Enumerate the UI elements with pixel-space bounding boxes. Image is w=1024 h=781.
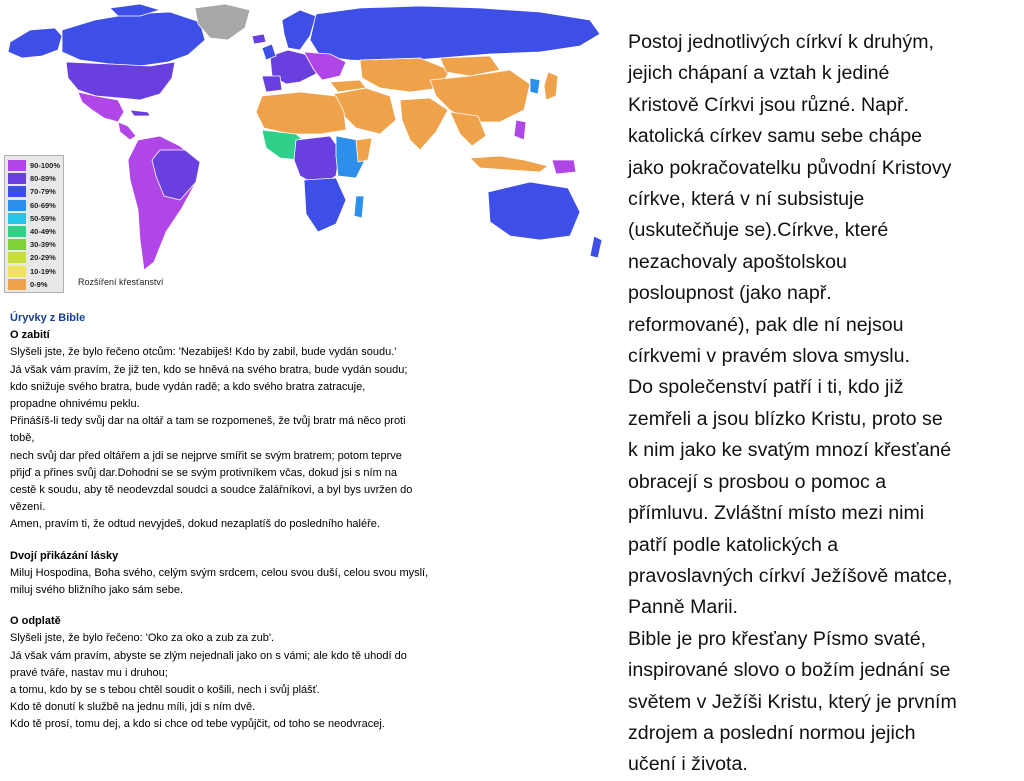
legend-label: 80-89% <box>30 174 56 184</box>
description-line: Postoj jednotlivých církví k druhým, <box>628 31 934 53</box>
legend-row <box>8 199 61 212</box>
description-line: reformované), pak dle ní nejsou <box>628 313 904 336</box>
legend-row <box>8 185 61 198</box>
description-line: obracejí s prosbou o pomoc a <box>628 470 887 493</box>
legend-swatch <box>8 186 26 197</box>
church-description <box>628 27 1020 781</box>
description-line: jejich chápaní a vztah k jediné <box>628 62 890 85</box>
description-line: pravoslavných církví Ježíšově matce, <box>628 564 953 587</box>
map-png <box>552 160 576 174</box>
section-line: propadne ohnivému peklu. <box>10 398 140 411</box>
map-canada <box>62 12 205 66</box>
legend-row <box>8 278 61 291</box>
section-heading: O zabití <box>10 329 50 342</box>
section-heading: O odplatě <box>10 615 61 628</box>
description-line: inspirované slovo o božím jednání se <box>628 659 951 682</box>
map-caption: Rozšíření křesťanství <box>78 277 164 287</box>
description-line: (uskutečňuje se).Církve, které <box>628 219 889 242</box>
section-line: pravé tváře, nastav mu i druhou; <box>10 666 168 679</box>
legend-swatch <box>8 252 26 263</box>
legend-row <box>8 212 61 225</box>
description-line: přímluvu. Zvláštní místo mezi nimi <box>628 502 925 525</box>
legend-row <box>8 225 61 238</box>
legend-row <box>8 172 61 185</box>
section-line: kdo snižuje svého bratra, bude vydán radě; a kdo svého bratra zatracuje, <box>10 380 366 393</box>
bible-excerpts-title: Úryvky z Bible <box>10 312 86 324</box>
map-madagascar <box>354 196 364 218</box>
map-legend <box>4 155 64 293</box>
bible-excerpt-sections <box>10 327 510 733</box>
map-korea <box>530 78 540 94</box>
section-line: Kdo tě donutí k službě na jednu míli, jdi s ním dvě. <box>10 701 256 714</box>
legend-label: 30-39% <box>30 240 56 250</box>
section-line: Já však vám pravím, abyste se zlým nejednali jako on s vámi; ale kdo tě uhodí do <box>10 649 407 662</box>
section-line: Kdo tě prosí, tomu dej, a kdo si chce od tebe vypůjčit, od toho se neodvracej. <box>10 718 385 731</box>
legend-label: 40-49% <box>30 227 56 237</box>
map-australia <box>488 182 580 240</box>
section-line: a tomu, kdo by se s tebou chtěl soudit o košili, nech i svůj plášť. <box>10 684 320 697</box>
bible-excerpts <box>10 310 510 734</box>
legend-label: 70-79% <box>30 187 56 197</box>
description-line: k nim jako ke svatým mnozí křesťané <box>628 439 952 462</box>
section-heading: Dvojí přikázání lásky <box>10 549 119 562</box>
map-russia <box>310 6 600 62</box>
map-iceland <box>252 34 266 44</box>
world-map-image <box>0 0 610 292</box>
map-north-africa <box>256 92 346 134</box>
legend-label: 50-59% <box>30 213 56 223</box>
section-line: Miluj Hospodina, Boha svého, celým svým srdcem, celou svou duší, celou svou myslí, <box>10 566 429 579</box>
section-line: přijď a přines svůj dar.Dohodni se se svým protivníkem včas, dokud jsi s ním na <box>10 466 398 479</box>
description-line: Do společenství patří i ti, kdo již <box>628 376 904 399</box>
legend-swatch <box>8 200 26 211</box>
section-line: tobě, <box>10 432 35 445</box>
description-line: zemřeli a jsou blízko Kristu, proto se <box>628 407 943 430</box>
section-line: Slyšeli jste, že bylo řečeno: 'Oko za oko a zub za zub'. <box>10 632 275 645</box>
section-line: vězení. <box>10 501 46 514</box>
world-christianity-map <box>0 0 610 292</box>
legend-label: 10-19% <box>30 266 56 276</box>
map-caribbean <box>130 110 150 116</box>
legend-swatch <box>8 173 26 184</box>
map-alaska <box>8 28 62 58</box>
map-iberia <box>262 76 282 92</box>
section-line: cestě k soudu, aby tě neodevzdal soudci a soudce žalářníkovi, a byl bys uvržen do <box>10 484 413 497</box>
description-line: církvemi v pravém slova smyslu. <box>628 345 910 368</box>
map-india <box>400 98 448 150</box>
legend-label: 90-100% <box>30 161 61 171</box>
description-line: jako pokračovatelku původní Kristovy <box>628 156 952 179</box>
description-line: posloupnost (jako např. <box>628 282 832 305</box>
legend-row <box>8 238 61 251</box>
section-line: nech svůj dar před oltářem a jdi se nejprve smířit se svým bratrem; potom teprve <box>10 449 402 462</box>
legend-swatch <box>8 160 26 171</box>
description-line: učení i života. <box>628 753 748 776</box>
legend-row <box>8 265 61 278</box>
legend-row <box>8 159 61 172</box>
map-japan <box>544 72 558 100</box>
legend-row <box>8 251 61 264</box>
map-indonesia <box>470 156 548 172</box>
section-line: miluj svého bližního jako sám sebe. <box>10 584 184 597</box>
legend-swatch <box>8 239 26 250</box>
map-central-america <box>118 122 136 140</box>
legend-label: 20-29% <box>30 253 56 263</box>
description-line: zdrojem a poslední normou jejich <box>628 721 916 744</box>
map-southern-africa <box>304 178 346 232</box>
description-line: patří podle katolických a <box>628 533 839 556</box>
section-gap <box>10 534 510 548</box>
description-line: Kristově Církvi jsou různé. Např. <box>628 93 909 116</box>
legend-swatch <box>8 279 26 290</box>
section-line: Slyšeli jste, že bylo řečeno otcům: 'Nezabiješ! Kdo by zabil, bude vydán soudu.' <box>10 346 397 359</box>
description-line: světem v Ježíši Kristu, který je prvním <box>628 690 957 713</box>
map-philippines <box>514 120 526 140</box>
section-gap <box>10 599 510 613</box>
legend-swatch <box>8 226 26 237</box>
map-scandinavia <box>282 10 316 50</box>
section-line: Já však vám pravím, že již ten, kdo se hněvá na svého bratra, bude vydán soudu; <box>10 363 408 376</box>
legend-swatch <box>8 266 26 277</box>
description-line: katolická církev samu sebe chápe <box>628 125 923 148</box>
legend-label: 0-9% <box>30 279 48 289</box>
legend-swatch <box>8 213 26 224</box>
description-line: Panně Marii. <box>628 596 738 619</box>
description-line: nezachovaly apoštolskou <box>628 250 847 273</box>
map-new-zealand <box>590 236 602 258</box>
description-line: Bible je pro křesťany Písmo svaté, <box>628 627 927 650</box>
description-line: církve, která v ní subsistuje <box>628 188 865 211</box>
legend-label: 60-69% <box>30 200 56 210</box>
section-line: Přinášíš-li tedy svůj dar na oltář a tam se rozpomeneš, že tvůj bratr má něco proti <box>10 415 406 428</box>
map-somalia <box>356 138 372 162</box>
section-line: Amen, pravím ti, že odtud nevyjdeš, dokud nezaplatíš do posledního haléře. <box>10 518 380 531</box>
